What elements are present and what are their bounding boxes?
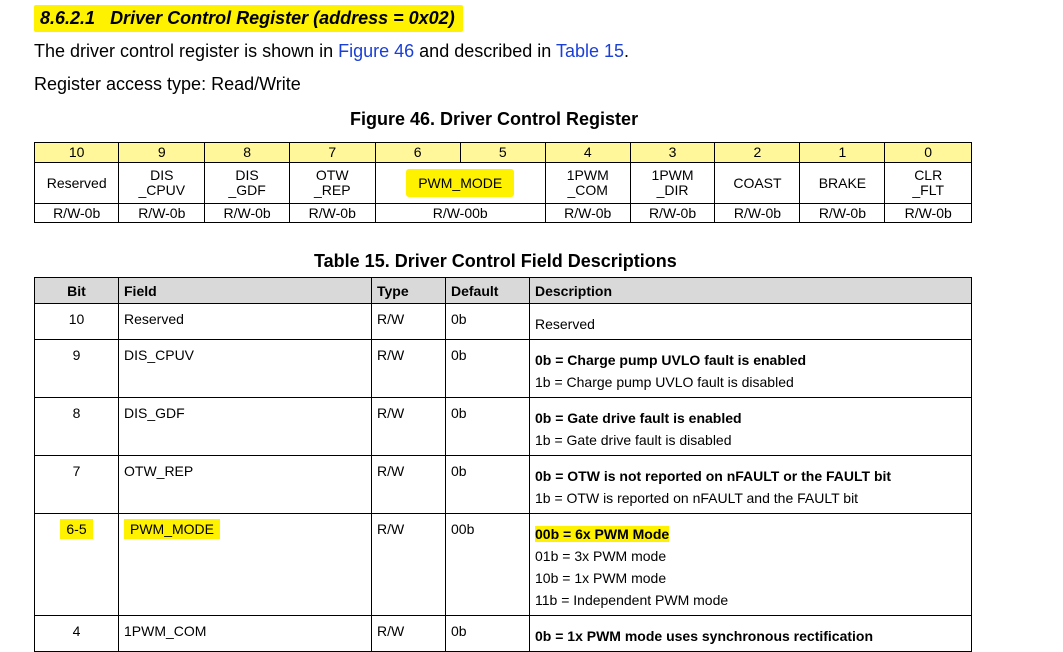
description-line xyxy=(535,523,966,545)
cell-type xyxy=(372,304,446,340)
register-access-row xyxy=(35,204,972,223)
register-field-name: COAST xyxy=(733,174,782,191)
description-text: 1b = Gate drive fault is disabled xyxy=(535,432,732,448)
register-access-value: R/W-0b xyxy=(715,204,800,223)
description-line xyxy=(535,487,966,509)
cell-type-text: R/W xyxy=(377,623,405,639)
register-field-row xyxy=(35,163,972,204)
cell-description xyxy=(530,514,972,616)
figure-caption: Figure 46. Driver Control Register xyxy=(350,109,639,129)
description-text: 0b = Charge pump UVLO fault is enabled xyxy=(535,352,807,368)
description-text: 1b = Charge pump UVLO fault is disabled xyxy=(535,374,794,390)
cell-type-text: R/W xyxy=(377,463,405,479)
register-field-coast xyxy=(715,163,800,204)
description-text: 01b = 3x PWM mode xyxy=(535,548,667,564)
cell-bit xyxy=(35,616,119,652)
cell-default xyxy=(446,398,530,456)
register-access-value: R/W-0b xyxy=(289,204,375,223)
bit-number-10: 10 xyxy=(35,143,119,163)
register-field-name: OTW _REP xyxy=(313,167,351,198)
cell-default-text: 0b xyxy=(451,405,467,421)
description-line xyxy=(535,371,966,393)
register-field-name: DIS _CPUV xyxy=(138,167,186,198)
register-field-brake xyxy=(800,163,885,204)
cell-default-text: 0b xyxy=(451,347,467,363)
header-default: Default xyxy=(446,278,530,304)
cell-field xyxy=(119,514,372,616)
cell-type-text: R/W xyxy=(377,347,405,363)
cell-default xyxy=(446,456,530,514)
access-type-text: Register access type: Read/Write xyxy=(34,74,301,94)
cell-bit-text: 8 xyxy=(72,405,81,421)
register-field-name: CLR _FLT xyxy=(912,167,945,198)
description-text: 11b = Independent PWM mode xyxy=(535,592,729,608)
description-line xyxy=(535,429,966,451)
cell-description xyxy=(530,616,972,652)
table-caption: Table 15. Driver Control Field Descriptions xyxy=(314,251,677,271)
bit-number-6: 6 xyxy=(375,143,460,163)
cell-default xyxy=(446,616,530,652)
register-field-name: 1PWM _COM xyxy=(566,167,609,198)
intro-text-end: . xyxy=(624,41,630,61)
description-text: 0b = 1x PWM mode uses synchronous rectification xyxy=(535,628,874,644)
cell-type xyxy=(372,514,446,616)
register-field-reserved xyxy=(35,163,119,204)
cell-field xyxy=(119,456,372,514)
intro-paragraph xyxy=(34,41,629,62)
table-row xyxy=(35,398,972,456)
cell-type-text: R/W xyxy=(377,405,405,421)
intro-text: The driver control register is shown in xyxy=(34,41,339,61)
register-access-value: R/W-0b xyxy=(630,204,715,223)
register-field-otw-rep xyxy=(289,163,375,204)
description-line xyxy=(535,407,966,429)
cell-field xyxy=(119,340,372,398)
cell-default xyxy=(446,304,530,340)
cell-description xyxy=(530,304,972,340)
cell-field-text: DIS_GDF xyxy=(124,405,185,421)
cell-description xyxy=(530,456,972,514)
cell-bit-text: 7 xyxy=(72,463,81,479)
description-text: Reserved xyxy=(535,316,595,332)
cell-field xyxy=(119,398,372,456)
cell-default-text: 0b xyxy=(451,311,467,327)
section-number: 8.6.2.1 xyxy=(40,8,96,28)
section-heading xyxy=(34,8,463,29)
description-line xyxy=(535,465,966,487)
bit-number-2: 2 xyxy=(715,143,800,163)
register-diagram xyxy=(34,142,972,223)
description-line xyxy=(535,349,966,371)
cell-type xyxy=(372,340,446,398)
register-access-value: R/W-0b xyxy=(885,204,972,223)
bit-number-3: 3 xyxy=(630,143,715,163)
description-line xyxy=(535,567,966,589)
table-row xyxy=(35,616,972,652)
header-type: Type xyxy=(372,278,446,304)
register-field-name: DIS _GDF xyxy=(228,167,266,198)
bit-number-5: 5 xyxy=(460,143,545,163)
register-field-dis-gdf xyxy=(205,163,290,204)
cell-bit xyxy=(35,304,119,340)
cell-bit-text: 10 xyxy=(68,311,85,327)
bit-number-1: 1 xyxy=(800,143,885,163)
register-bit-row xyxy=(35,143,972,163)
cell-field-text: OTW_REP xyxy=(124,463,194,479)
table-row xyxy=(35,304,972,340)
register-field-name: BRAKE xyxy=(818,174,867,191)
cell-bit xyxy=(35,340,119,398)
cell-type xyxy=(372,456,446,514)
description-text: 10b = 1x PWM mode xyxy=(535,570,667,586)
description-text: 0b = Gate drive fault is enabled xyxy=(535,410,742,426)
cell-bit-text: 4 xyxy=(72,623,81,639)
description-line xyxy=(535,589,966,611)
table-row xyxy=(35,456,972,514)
register-field-name: PWM_MODE xyxy=(406,169,514,197)
register-access-value: R/W-0b xyxy=(205,204,290,223)
cell-bit xyxy=(35,514,119,616)
table-15-link[interactable]: Table 15 xyxy=(555,41,625,61)
register-access-value: R/W-00b xyxy=(375,204,545,223)
register-field-1pwm-dir xyxy=(630,163,715,204)
cell-type xyxy=(372,616,446,652)
cell-bit-text: 9 xyxy=(72,347,81,363)
description-text: 1b = OTW is reported on nFAULT and the FAULT bit xyxy=(535,490,859,506)
cell-field-text: DIS_CPUV xyxy=(124,347,195,363)
cell-default-text: 0b xyxy=(451,623,467,639)
section-title: Driver Control Register (address = 0x02) xyxy=(110,8,455,28)
register-field-name: 1PWM _DIR xyxy=(651,167,694,198)
description-text: 0b = OTW is not reported on nFAULT or the FAULT bit xyxy=(535,468,892,484)
cell-field xyxy=(119,616,372,652)
header-description: Description xyxy=(530,278,972,304)
table-header-row xyxy=(35,278,972,304)
table-row xyxy=(35,340,972,398)
bit-number-7: 7 xyxy=(289,143,375,163)
description-line xyxy=(535,625,966,647)
register-field-clr-flt xyxy=(885,163,972,204)
intro-text-mid: and described in xyxy=(414,41,556,61)
description-line xyxy=(535,545,966,567)
cell-default-text: 00b xyxy=(451,521,475,537)
figure-46-link[interactable]: Figure 46 xyxy=(338,41,415,61)
cell-field xyxy=(119,304,372,340)
register-access-value: R/W-0b xyxy=(35,204,119,223)
bit-number-0: 0 xyxy=(885,143,972,163)
cell-field-text: PWM_MODE xyxy=(124,519,220,539)
cell-default-text: 0b xyxy=(451,463,467,479)
cell-bit xyxy=(35,456,119,514)
cell-type-text: R/W xyxy=(377,521,405,537)
cell-field-text: 1PWM_COM xyxy=(124,623,207,639)
register-field-name: Reserved xyxy=(46,174,107,191)
table-row xyxy=(35,514,972,616)
register-access-value: R/W-0b xyxy=(545,204,630,223)
cell-default xyxy=(446,340,530,398)
bit-number-9: 9 xyxy=(119,143,205,163)
register-access-value: R/W-0b xyxy=(800,204,885,223)
register-access-value: R/W-0b xyxy=(119,204,205,223)
header-bit: Bit xyxy=(35,278,119,304)
cell-default xyxy=(446,514,530,616)
cell-bit-text: 6-5 xyxy=(60,519,92,539)
cell-description xyxy=(530,398,972,456)
register-field-pwm-mode xyxy=(375,163,545,204)
field-descriptions-table xyxy=(34,277,972,652)
cell-type-text: R/W xyxy=(377,311,405,327)
cell-type xyxy=(372,398,446,456)
cell-bit xyxy=(35,398,119,456)
cell-description xyxy=(530,340,972,398)
header-field: Field xyxy=(119,278,372,304)
register-field-dis-cpuv xyxy=(119,163,205,204)
description-line xyxy=(535,313,966,335)
description-text: 00b = 6x PWM Mode xyxy=(535,526,670,542)
bit-number-8: 8 xyxy=(205,143,290,163)
bit-number-4: 4 xyxy=(545,143,630,163)
cell-field-text: Reserved xyxy=(124,311,184,327)
register-field-1pwm-com xyxy=(545,163,630,204)
